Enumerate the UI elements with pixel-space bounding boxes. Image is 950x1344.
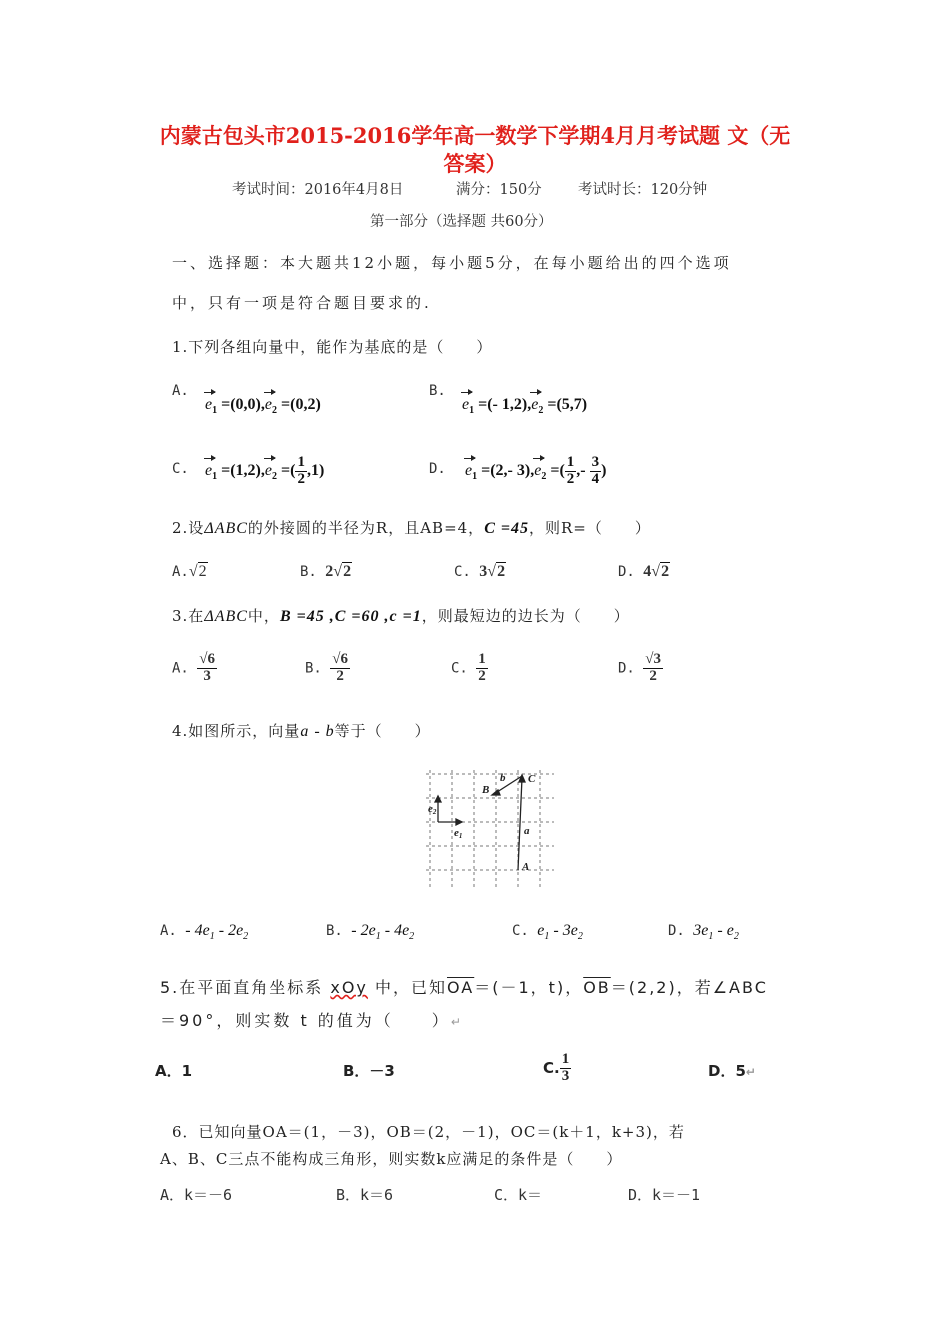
fig-label-B: B (482, 784, 490, 796)
q5-option-b: B．－3 (343, 1062, 395, 1080)
q3-option-c: C. $\frac{1}{2}$ (451, 651, 486, 684)
q5-stem-line1: 5.在平面直角坐标系 xOy 中，已知$\overline{OA}=(-1$，t)，$\overline{OB}=(2,2)$，若∠ABC (160, 978, 768, 997)
q4-option-d: D. $3e_1 - e_2$ (668, 922, 739, 943)
q6-option-a: A．k＝－6 (160, 1186, 233, 1204)
fig-label-b: b (500, 772, 506, 784)
q1-option-b-label: B. (429, 383, 446, 399)
q1-option-c: $e_1 =(1,2),e_2$ =( $\frac{1}{2}$ ,1) (205, 454, 325, 487)
q1-option-a-label: A. (172, 383, 189, 399)
doc-title-line1: 内蒙古包头市2015-2016学年高一数学下学期4月月考试题 文（无 (159, 123, 791, 148)
vector-a (518, 778, 522, 870)
q2-option-d: D. 4√2 (618, 563, 670, 580)
q6-stem-line1: 6．已知向量OA＝(1，－3)，OB＝(2，－1)，OC＝(k＋1，k+3)，若 (172, 1123, 685, 1141)
vector-e1-arrowhead (456, 819, 462, 825)
fig-label-e1: e1 (454, 827, 463, 840)
q2-option-a: A.√2 (172, 563, 207, 580)
q2-stem: 2.设ΔABC的外接圆的半径为R，且AB=4，C =45，则R=（ ） (172, 519, 651, 537)
q3-option-a: A. $\frac{√6}{3}$ (172, 651, 216, 684)
q1-option-d: $e_1 =(2,-$ $3),e_2$ =( $\frac{1}{2}$ ,- $\frac{3}{4}$ ) (465, 454, 607, 487)
fig-label-A: A (522, 861, 530, 873)
vector-a-arrowhead (519, 775, 525, 782)
fig-label-C: C (528, 773, 536, 785)
q1-option-b: $e_1$ =(- $1,2),e_2 =(5,7)$ (462, 396, 588, 417)
section-intro-line2: 中，只有一项是符合题目要求的. (172, 294, 432, 312)
q5-option-d: D．5↵ (708, 1062, 756, 1080)
q1-option-a: $e_1 =(0,0),e_2 =(0,2)$ (205, 396, 321, 417)
q6-option-c: C．k＝ (494, 1186, 543, 1204)
q4-stem: 4.如图所示，向量a - b等于（ ） (172, 722, 431, 740)
q6-option-d: D．k＝－1 (628, 1186, 701, 1204)
q3-option-b: B. $\frac{√6}{2}$ (305, 651, 349, 684)
q1-option-d-label: D. (429, 461, 446, 477)
exam-duration: 考试时长：120分钟 (578, 182, 708, 198)
q4-option-a: A. - $4e_1 - 2e_2$ (160, 922, 249, 943)
q3-option-d: D. $\frac{√3}{2}$ (618, 651, 662, 684)
q5-option-c: C. $\frac{1}{3}$ (543, 1051, 570, 1084)
q5-stem-line2: ＝90°，则实数 t 的值为（ ）↵ (160, 1011, 464, 1030)
part-one-heading: 第一部分（选择题 共60分） (370, 214, 553, 230)
fig-label-e2: e2 (428, 803, 437, 816)
q3-stem: 3.在ΔABC中，B =45 ,C =60 ,c =1，则最短边的边长为（ ） (172, 607, 630, 625)
q2-option-c: C. 3√2 (454, 563, 506, 580)
q4-option-b: B. - $2e_1 - 4e_2$ (326, 922, 415, 943)
q6-stem-line2: A、B、C三点不能构成三角形，则实数k应满足的条件是（ ） (160, 1150, 623, 1168)
doc-title-line2: 答案） (443, 151, 507, 176)
grid-lines (426, 770, 554, 890)
vector-e2-arrowhead (435, 796, 441, 802)
q2-option-b: B. 2√2 (300, 563, 352, 580)
q6-option-b: B．k＝6 (336, 1186, 394, 1204)
q1-option-c-label: C. (172, 461, 189, 477)
exam-time: 考试时间：2016年4月8日 (232, 182, 404, 198)
full-score: 满分：150分 (456, 182, 542, 198)
fig-label-a: a (524, 825, 530, 837)
q4-vector-grid-figure (420, 762, 560, 894)
q4-option-c: C. $e_1 - 3e_2$ (512, 922, 583, 943)
section-intro-line1: 一、选择题：本大题共12小题，每小题5分，在每小题给出的四个选项 (172, 254, 732, 272)
q5-option-a: A．1 (155, 1062, 193, 1080)
q1-stem: 1.下列各组向量中，能作为基底的是（ ） (172, 338, 493, 356)
